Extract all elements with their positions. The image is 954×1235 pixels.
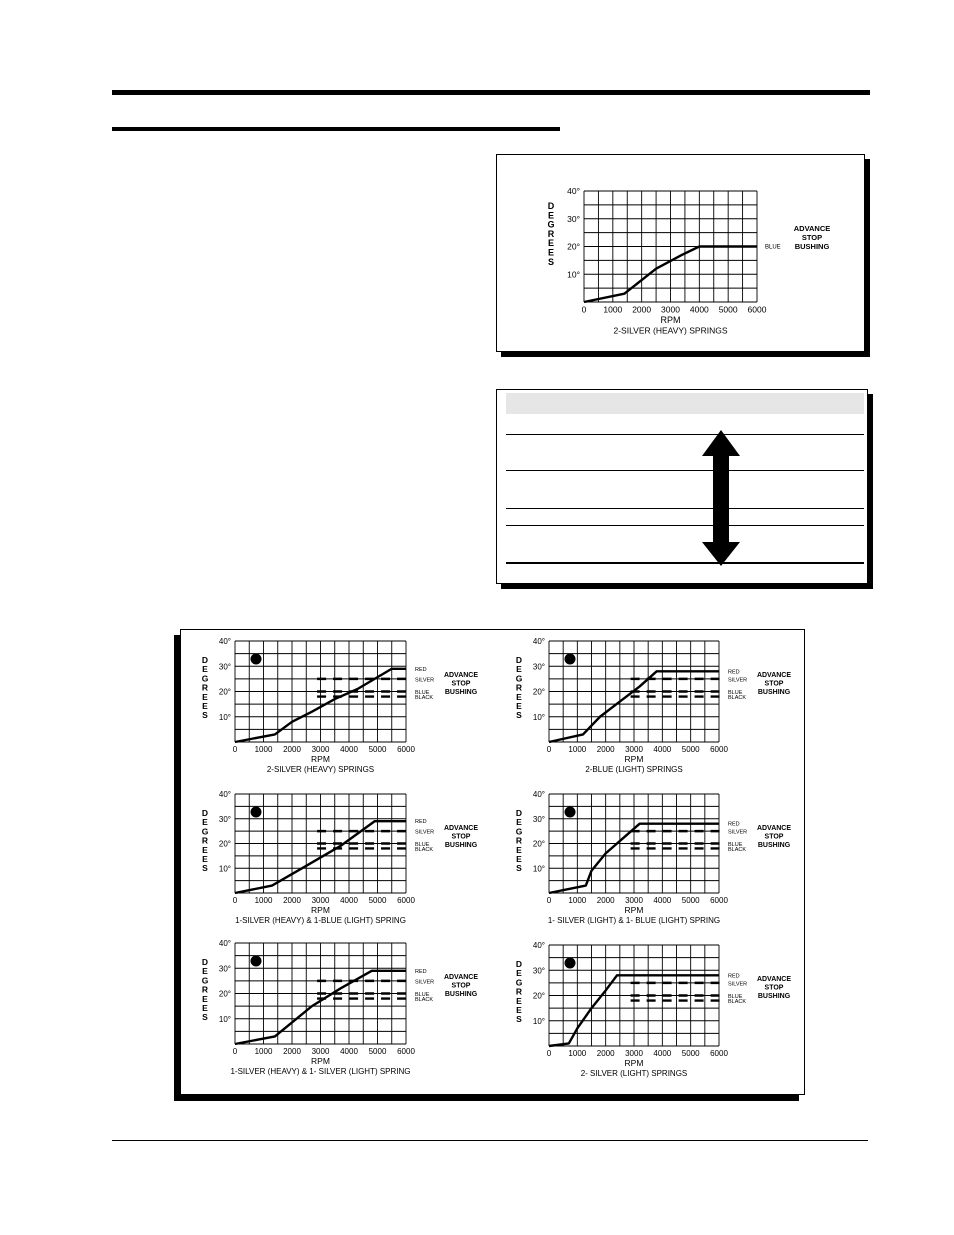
- x-tick-label: 4000: [340, 1047, 358, 1056]
- stop-title-word: BUSHING: [757, 993, 791, 1000]
- y-axis-label-letter: E: [547, 210, 555, 221]
- x-tick-label: 5000: [681, 745, 700, 754]
- y-tick-label: 40°: [567, 186, 580, 196]
- y-tick-label: 20°: [532, 839, 545, 849]
- stop-title-word: BUSHING: [444, 842, 478, 849]
- x-tick-label: 2000: [596, 1049, 615, 1058]
- stop-title-word: STOP: [451, 680, 471, 688]
- x-axis-label: RPM: [660, 315, 681, 325]
- panel-letter: F: [567, 959, 573, 968]
- y-axis-label-letter: D: [201, 957, 209, 967]
- stop-label-red: RED: [415, 819, 427, 826]
- stop-label-silver: SILVER: [415, 677, 435, 684]
- stop-title-word: ADVANCE: [443, 825, 479, 832]
- stop-title-word: STOP: [801, 233, 823, 242]
- y-axis-label-letter: S: [202, 1012, 208, 1023]
- x-tick-label: 1000: [254, 896, 273, 905]
- y-axis-label-letter: R: [515, 986, 523, 997]
- y-tick-label: 10°: [567, 269, 580, 280]
- x-tick-label: 6000: [710, 745, 728, 754]
- y-tick-label: 30°: [532, 814, 545, 824]
- stop-title-word: ADVANCE: [443, 672, 479, 679]
- x-tick-label: 2000: [632, 304, 652, 315]
- x-tick-label: 1000: [254, 1047, 273, 1056]
- y-tick-label: 20°: [218, 687, 231, 697]
- y-axis-label-letter: D: [515, 959, 523, 969]
- x-tick-label: 2000: [283, 1047, 301, 1056]
- main-advance-chart: [497, 155, 866, 353]
- panel-letter: D: [567, 655, 573, 664]
- y-axis-label-letter: G: [515, 673, 523, 684]
- chart-f: [181, 630, 806, 1096]
- y-axis-label-letter: R: [201, 984, 209, 995]
- y-axis-label-letter: D: [201, 808, 209, 818]
- stop-label-silver: SILVER: [415, 979, 435, 986]
- y-axis-label-letter: G: [201, 673, 209, 684]
- x-tick-label: 0: [546, 1049, 552, 1058]
- y-axis-label-letter: G: [201, 975, 209, 986]
- section-rule: [112, 127, 560, 131]
- stop-label-black: BLACK: [415, 695, 434, 702]
- stop-title-word: STOP: [764, 984, 784, 992]
- stop-label-silver: SILVER: [415, 829, 435, 836]
- y-axis-label-letter: E: [516, 701, 522, 711]
- stop-label-blue: BLUE: [415, 992, 430, 998]
- x-tick-label: 2000: [283, 896, 301, 905]
- double-arrow-icon: [497, 390, 869, 585]
- x-tick-label: 4000: [340, 745, 358, 754]
- stop-label-black: BLACK: [728, 846, 747, 853]
- y-axis-label-letter: E: [202, 966, 208, 977]
- y-axis-label-letter: E: [202, 854, 208, 864]
- panel-letter: B: [253, 808, 259, 817]
- stop-label-red: RED: [415, 666, 427, 673]
- x-tick-label: 5000: [681, 1049, 700, 1058]
- y-axis-label-letter: G: [547, 219, 555, 230]
- stop-title-word: BUSHING: [794, 242, 830, 251]
- stop-title-word: ADVANCE: [793, 224, 831, 233]
- y-tick-label: 40°: [218, 637, 231, 646]
- stop-label-blue: BLUE: [415, 690, 430, 696]
- y-tick-label: 10°: [218, 864, 231, 874]
- chart-caption: 2- SILVER (LIGHT) SPRINGS: [580, 1069, 688, 1078]
- chart-group: [547, 186, 830, 336]
- y-tick-label: 30°: [218, 964, 231, 974]
- x-tick-label: 1000: [568, 745, 587, 754]
- y-axis-label-letter: E: [516, 664, 522, 675]
- y-axis-label-letter: E: [516, 817, 522, 828]
- chart-caption: 2-SILVER (HEAVY) SPRINGS: [613, 325, 728, 336]
- x-tick-label: 6000: [710, 896, 728, 905]
- stop-label-blue: BLUE: [765, 244, 781, 251]
- y-axis-label-letter: E: [516, 854, 522, 864]
- y-axis-label-letter: E: [547, 238, 555, 249]
- y-axis-label-letter: E: [202, 844, 208, 855]
- y-tick-label: 10°: [532, 864, 545, 874]
- y-tick-label: 10°: [532, 712, 545, 722]
- stop-title-word: STOP: [764, 833, 784, 841]
- x-tick-label: 2000: [283, 745, 301, 754]
- x-tick-label: 6000: [747, 304, 767, 315]
- x-tick-label: 0: [232, 896, 238, 905]
- y-tick-label: 40°: [532, 790, 545, 799]
- y-axis-label-letter: E: [516, 995, 522, 1006]
- y-axis-label-letter: S: [516, 863, 522, 874]
- y-tick-label: 20°: [567, 241, 580, 252]
- y-axis-label-letter: S: [516, 1014, 522, 1025]
- x-tick-label: 2000: [596, 896, 615, 905]
- stop-title-word: BUSHING: [444, 689, 478, 696]
- y-tick-label: 40°: [218, 939, 231, 948]
- y-tick-label: 10°: [532, 1016, 545, 1026]
- x-tick-label: 6000: [397, 745, 415, 754]
- spring-table-box: [496, 389, 868, 584]
- stop-label-black: BLACK: [415, 997, 434, 1004]
- header-rule: [112, 90, 870, 95]
- stop-label-silver: SILVER: [728, 677, 748, 684]
- y-axis-label-letter: E: [202, 993, 208, 1004]
- x-tick-label: 3000: [625, 1049, 643, 1058]
- stop-title-word: BUSHING: [757, 689, 791, 696]
- y-axis-label-letter: R: [201, 835, 209, 846]
- y-axis-label-letter: E: [202, 664, 208, 675]
- y-axis-label-letter: S: [202, 710, 208, 721]
- x-tick-label: 2000: [596, 745, 615, 754]
- x-tick-label: 0: [546, 896, 552, 905]
- x-tick-label: 4000: [653, 896, 672, 905]
- y-axis-label-letter: E: [547, 247, 555, 258]
- stop-title-word: ADVANCE: [756, 976, 792, 983]
- x-tick-label: 3000: [625, 896, 643, 905]
- stop-title-word: STOP: [451, 833, 471, 841]
- y-tick-label: 30°: [567, 213, 580, 224]
- y-axis-label-letter: D: [201, 655, 209, 665]
- stop-label-blue: BLUE: [728, 690, 743, 696]
- y-axis-label-letter: E: [202, 701, 208, 711]
- x-tick-label: 5000: [368, 745, 387, 754]
- x-tick-label: 1000: [568, 896, 587, 905]
- panel-letter: A: [253, 655, 259, 664]
- stop-title-word: BUSHING: [444, 991, 478, 998]
- x-tick-label: 3000: [625, 745, 643, 754]
- x-axis-label: RPM: [311, 905, 330, 915]
- x-tick-label: 6000: [397, 896, 415, 905]
- x-tick-label: 0: [581, 304, 587, 315]
- spring-combinations-box: [180, 629, 805, 1095]
- stop-label-red: RED: [728, 821, 740, 828]
- y-axis-label-letter: D: [547, 201, 555, 211]
- stop-label-black: BLACK: [728, 999, 747, 1006]
- stop-label-blue: BLUE: [415, 842, 430, 848]
- x-axis-label: RPM: [311, 754, 330, 764]
- stop-label-silver: SILVER: [728, 981, 748, 988]
- stop-title-word: STOP: [764, 680, 784, 688]
- footer-rule: [112, 1140, 868, 1141]
- stop-label-blue: BLUE: [728, 842, 743, 848]
- y-tick-label: 30°: [532, 966, 545, 976]
- chart-caption: 1-SILVER (HEAVY) & 1- SILVER (LIGHT) SPRING: [230, 1067, 411, 1076]
- y-axis-label-letter: R: [547, 228, 555, 239]
- y-axis-label-letter: D: [515, 808, 523, 818]
- y-axis-label-letter: S: [516, 710, 522, 721]
- y-tick-label: 40°: [218, 790, 231, 799]
- y-axis-label-letter: G: [515, 826, 523, 837]
- y-axis-label-letter: G: [201, 826, 209, 837]
- chart-caption: 2-SILVER (HEAVY) SPRINGS: [266, 765, 375, 774]
- x-tick-label: 4000: [653, 1049, 672, 1058]
- y-tick-label: 10°: [218, 1014, 231, 1024]
- y-tick-label: 20°: [532, 687, 545, 697]
- x-tick-label: 0: [546, 745, 552, 754]
- stop-label-black: BLACK: [415, 846, 434, 853]
- x-tick-label: 1000: [603, 304, 623, 315]
- stop-title-word: ADVANCE: [756, 825, 792, 832]
- y-tick-label: 20°: [218, 989, 231, 999]
- stop-title-word: BUSHING: [757, 842, 791, 849]
- stop-label-red: RED: [415, 968, 427, 975]
- stop-label-silver: SILVER: [728, 829, 748, 836]
- x-tick-label: 3000: [661, 304, 680, 315]
- x-tick-label: 3000: [311, 1047, 330, 1056]
- y-tick-label: 30°: [218, 662, 231, 672]
- chart-caption: 2-BLUE (LIGHT) SPRINGS: [585, 765, 683, 774]
- stop-label-blue: BLUE: [728, 994, 743, 1000]
- x-axis-label: RPM: [624, 905, 644, 915]
- x-tick-label: 4000: [689, 304, 709, 315]
- panel-letter: C: [253, 957, 259, 966]
- x-tick-label: 4000: [653, 745, 672, 754]
- x-tick-label: 5000: [718, 304, 738, 315]
- y-axis-label-letter: E: [516, 968, 522, 979]
- y-axis-label-letter: E: [202, 1003, 208, 1013]
- stop-title-word: ADVANCE: [756, 672, 792, 679]
- y-axis-label-letter: S: [202, 863, 208, 874]
- stop-label-red: RED: [728, 669, 740, 676]
- main-chart-box: [496, 154, 865, 352]
- y-axis-label-letter: G: [515, 977, 523, 988]
- x-tick-label: 5000: [368, 1047, 387, 1056]
- x-tick-label: 6000: [397, 1047, 415, 1056]
- y-axis-label-letter: E: [202, 817, 208, 828]
- x-tick-label: 1000: [568, 1049, 587, 1058]
- x-tick-label: 3000: [311, 896, 330, 905]
- x-tick-label: 3000: [311, 745, 330, 754]
- y-axis-label-letter: E: [516, 691, 522, 702]
- y-tick-label: 30°: [218, 814, 231, 824]
- chart-caption: 1- SILVER (LIGHT) & 1- BLUE (LIGHT) SPRING: [547, 916, 721, 925]
- stop-label-black: BLACK: [728, 695, 747, 702]
- y-axis-label-letter: R: [515, 682, 523, 693]
- x-axis-label: RPM: [311, 1056, 330, 1066]
- x-tick-label: 1000: [254, 745, 273, 754]
- stop-title-word: STOP: [451, 982, 471, 990]
- x-tick-label: 4000: [340, 896, 358, 905]
- x-axis-label: RPM: [624, 754, 644, 764]
- y-axis-label-letter: R: [515, 835, 523, 846]
- stop-title-word: ADVANCE: [443, 974, 479, 981]
- x-tick-label: 0: [232, 1047, 238, 1056]
- y-axis-label-letter: S: [547, 256, 555, 267]
- y-tick-label: 10°: [218, 712, 231, 722]
- y-axis-label-letter: E: [516, 844, 522, 855]
- y-axis-label-letter: E: [202, 691, 208, 702]
- x-axis-label: RPM: [624, 1058, 644, 1068]
- y-tick-label: 20°: [532, 991, 545, 1001]
- y-axis-label-letter: D: [515, 655, 523, 665]
- y-tick-label: 40°: [532, 941, 545, 950]
- x-tick-label: 6000: [710, 1049, 728, 1058]
- y-tick-label: 30°: [532, 662, 545, 672]
- chart-group: [516, 941, 792, 1078]
- x-tick-label: 5000: [368, 896, 387, 905]
- x-tick-label: 0: [232, 745, 238, 754]
- y-tick-label: 20°: [218, 839, 231, 849]
- stop-label-red: RED: [728, 973, 740, 980]
- chart-caption: 1-SILVER (HEAVY) & 1-BLUE (LIGHT) SPRING: [235, 916, 406, 925]
- y-axis-label-letter: E: [516, 1005, 522, 1015]
- panel-letter: E: [567, 808, 573, 817]
- y-tick-label: 40°: [532, 637, 545, 646]
- y-axis-label-letter: R: [201, 682, 209, 693]
- x-tick-label: 5000: [681, 896, 700, 905]
